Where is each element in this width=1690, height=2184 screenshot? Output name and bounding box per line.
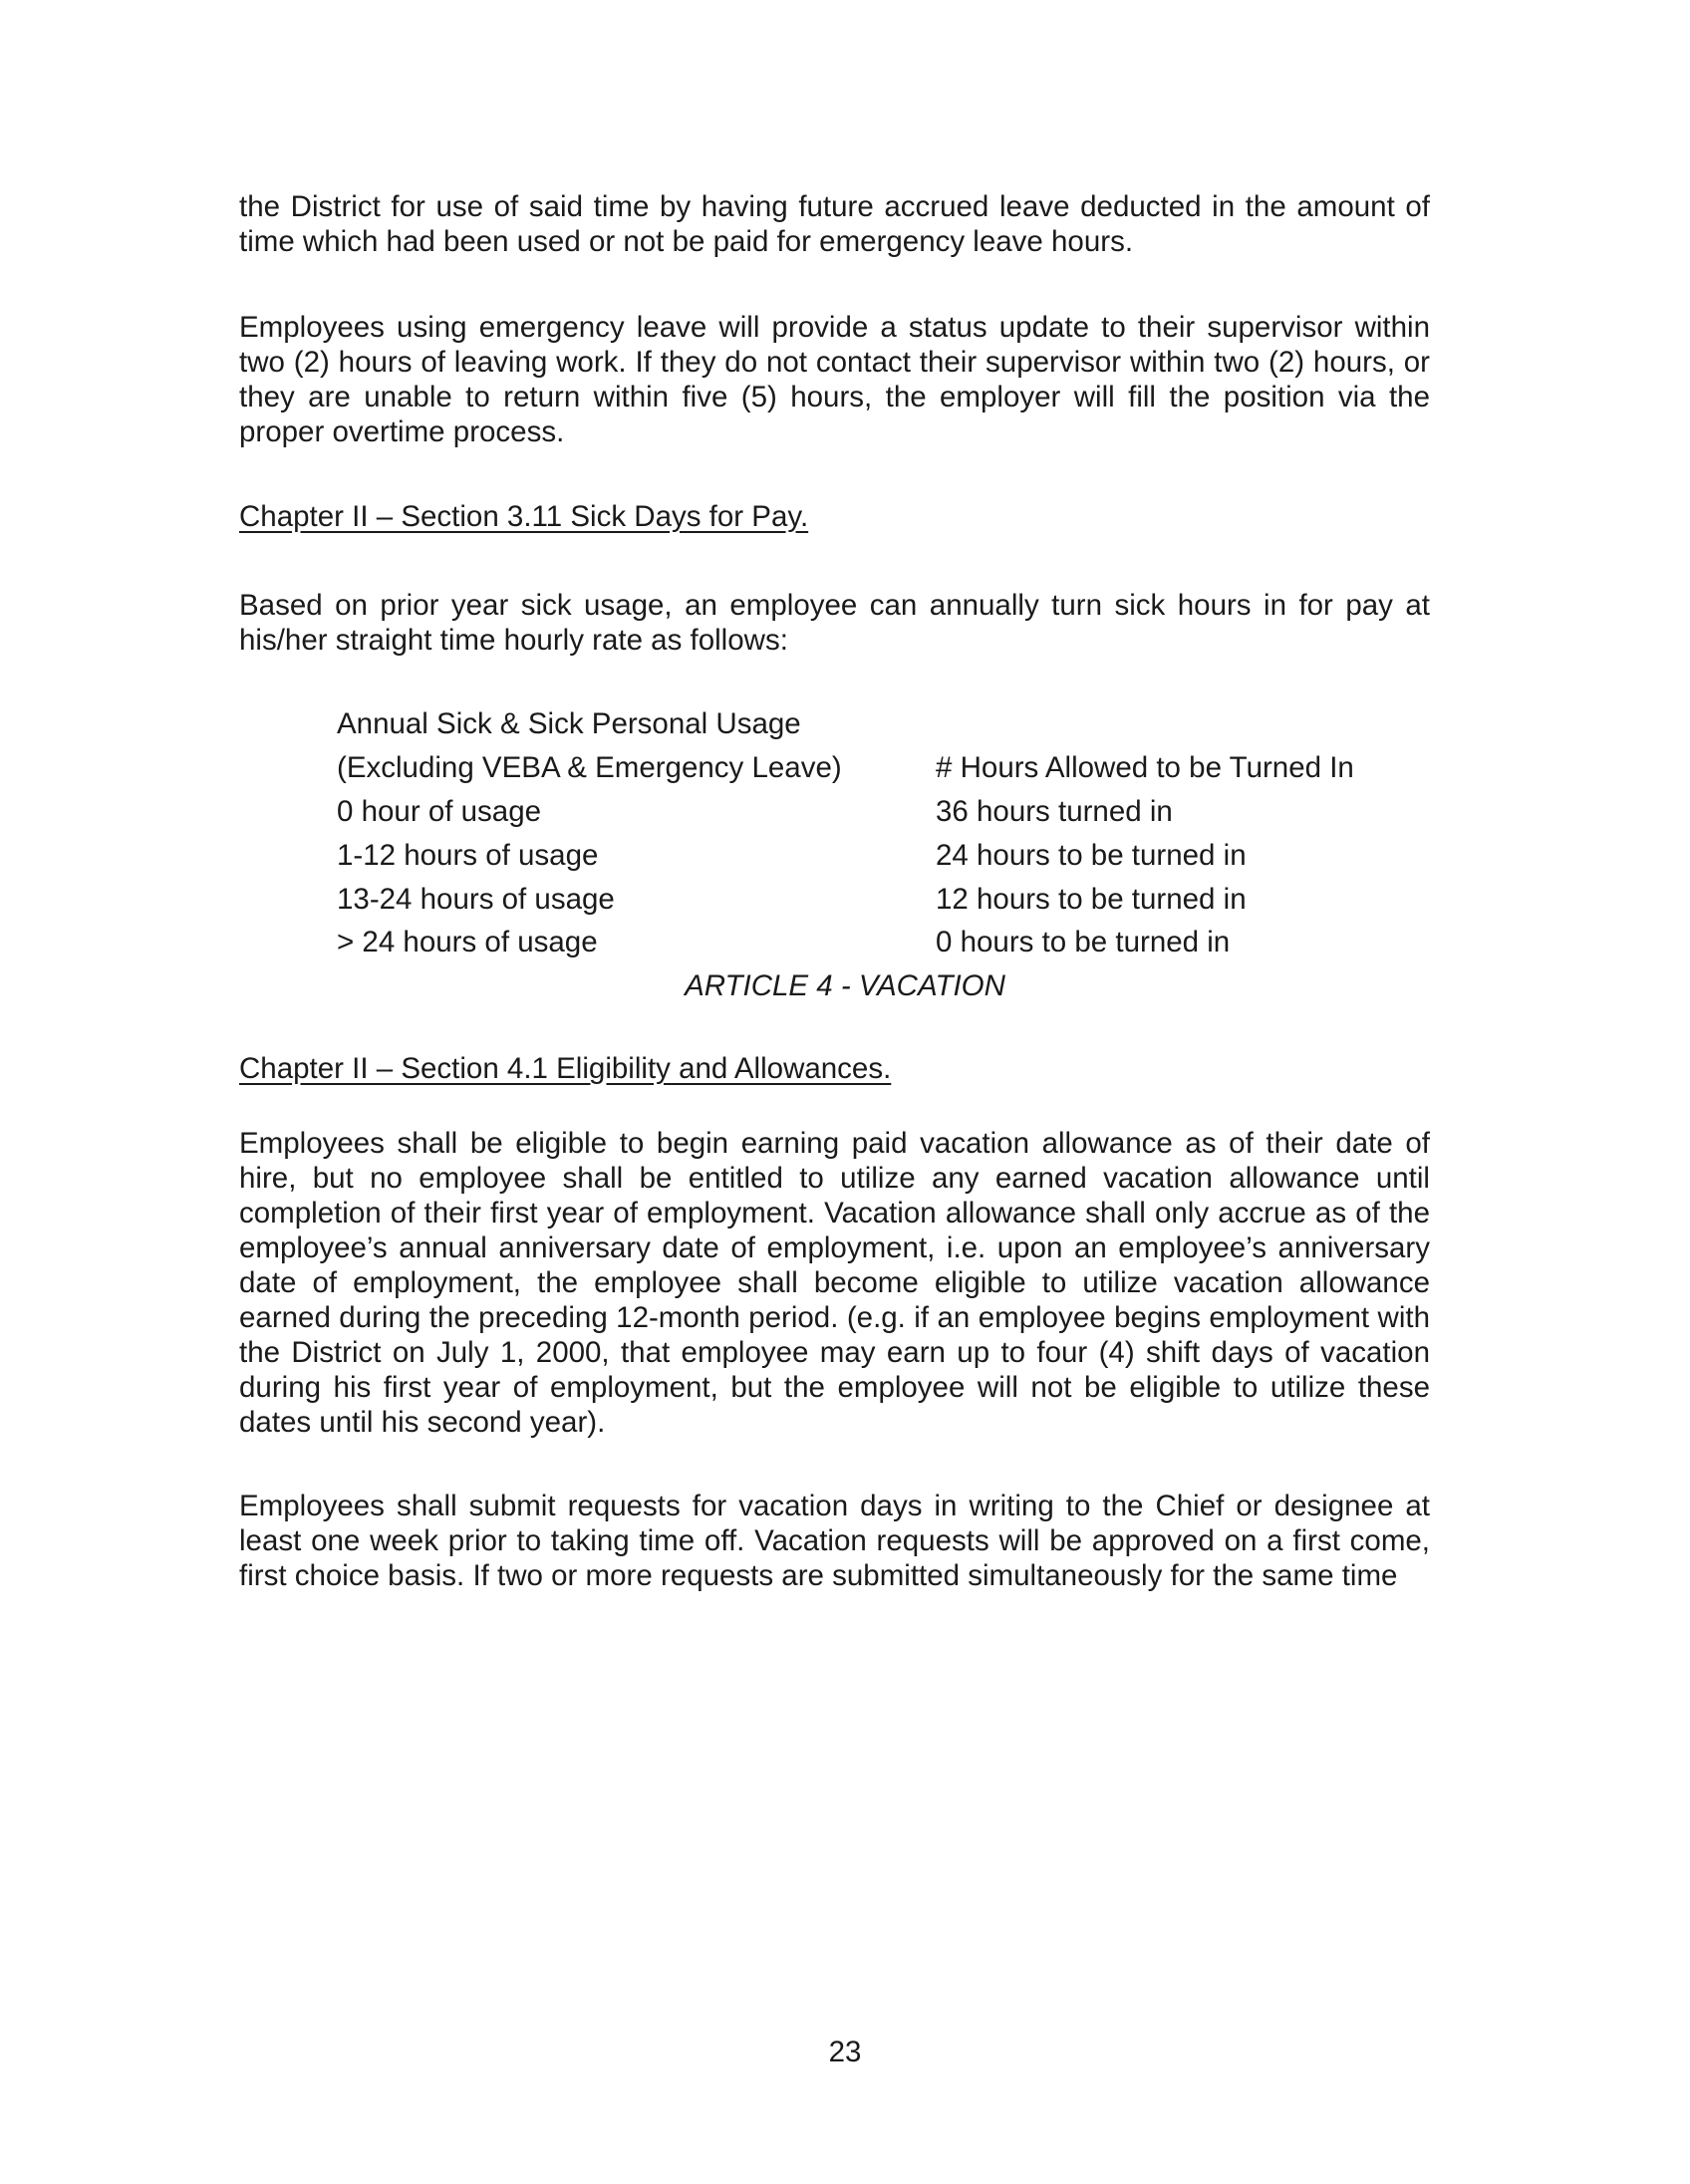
paragraph-sick-usage: Based on prior year sick usage, an employee can annually turn sick hours in for pay at his/her straight time hourly rate as follows:	[239, 589, 1430, 657]
usage-cell: 0 hour of usage	[337, 795, 542, 828]
table-header-right: # Hours Allowed to be Turned In	[936, 751, 1354, 784]
table-header-row-2	[337, 746, 1433, 790]
table-header-row-1	[337, 702, 1433, 746]
paragraph-eligibility: Employees shall be eligible to begin earning paid vacation allowance as of their date of hire, but no employee shall be entitled to utilize any earned vacation allowance until completion of their first year of employment. Vacation allowance shall only accrue as of the employee’s annual anniversary date of employment, i.e. upon an employee’s anniversary date of employment, the employee shall become eligible to utilize vacation allowance earned during the preceding 12-month period. (e.g. if an employee begins employment with the District on July 1, 2000, that employee may earn up to four (4) shift days of vacation during his first year of employment, but the employee will not be eligible to utilize these dates until his second year).	[239, 1127, 1430, 1439]
usage-cell: 1-12 hours of usage	[337, 839, 599, 872]
table-row	[337, 878, 1433, 922]
heading-section-4-1: Chapter II – Section 4.1 Eligibility and Allowances.	[239, 1052, 892, 1085]
allowed-cell: 12 hours to be turned in	[936, 883, 1247, 916]
usage-cell: 13-24 hours of usage	[337, 883, 615, 916]
usage-cell: > 24 hours of usage	[337, 926, 598, 958]
table-header-left-line1: Annual Sick & Sick Personal Usage	[337, 707, 801, 740]
paragraph-district-leave: the District for use of said time by having future accrued leave deducted in the amount of time which had been used or not be paid for emergency leave hours.	[239, 190, 1430, 258]
allowed-cell: 36 hours turned in	[936, 795, 1173, 828]
table-header-left-line2: (Excluding VEBA & Emergency Leave)	[337, 751, 842, 784]
page-number: 23	[828, 2036, 862, 2068]
paragraph-emergency-leave: Employees using emergency leave will provide a status update to their supervisor within two (2) hours of leaving work. If they do not contact their supervisor within two (2) hours, or they are unable to return within five (5) hours, the employer will fill the position via the proper overtime process.	[239, 311, 1430, 448]
paragraph-vacation-requests: Employees shall submit requests for vacation days in writing to the Chief or designee at least one week prior to taking time off. Vacation requests will be approved on a first come, first choice basis. If two or more requests are submitted simultaneously for the same time	[239, 1490, 1430, 1592]
allowed-cell: 0 hours to be turned in	[936, 926, 1231, 958]
article-4-title: ARTICLE 4 - VACATION	[685, 969, 1005, 1002]
table-row	[337, 790, 1433, 834]
allowed-cell: 24 hours to be turned in	[936, 839, 1247, 872]
table-row	[337, 834, 1433, 878]
table-row	[337, 921, 1433, 964]
heading-section-3-11: Chapter II – Section 3.11 Sick Days for Pay.	[239, 500, 809, 533]
